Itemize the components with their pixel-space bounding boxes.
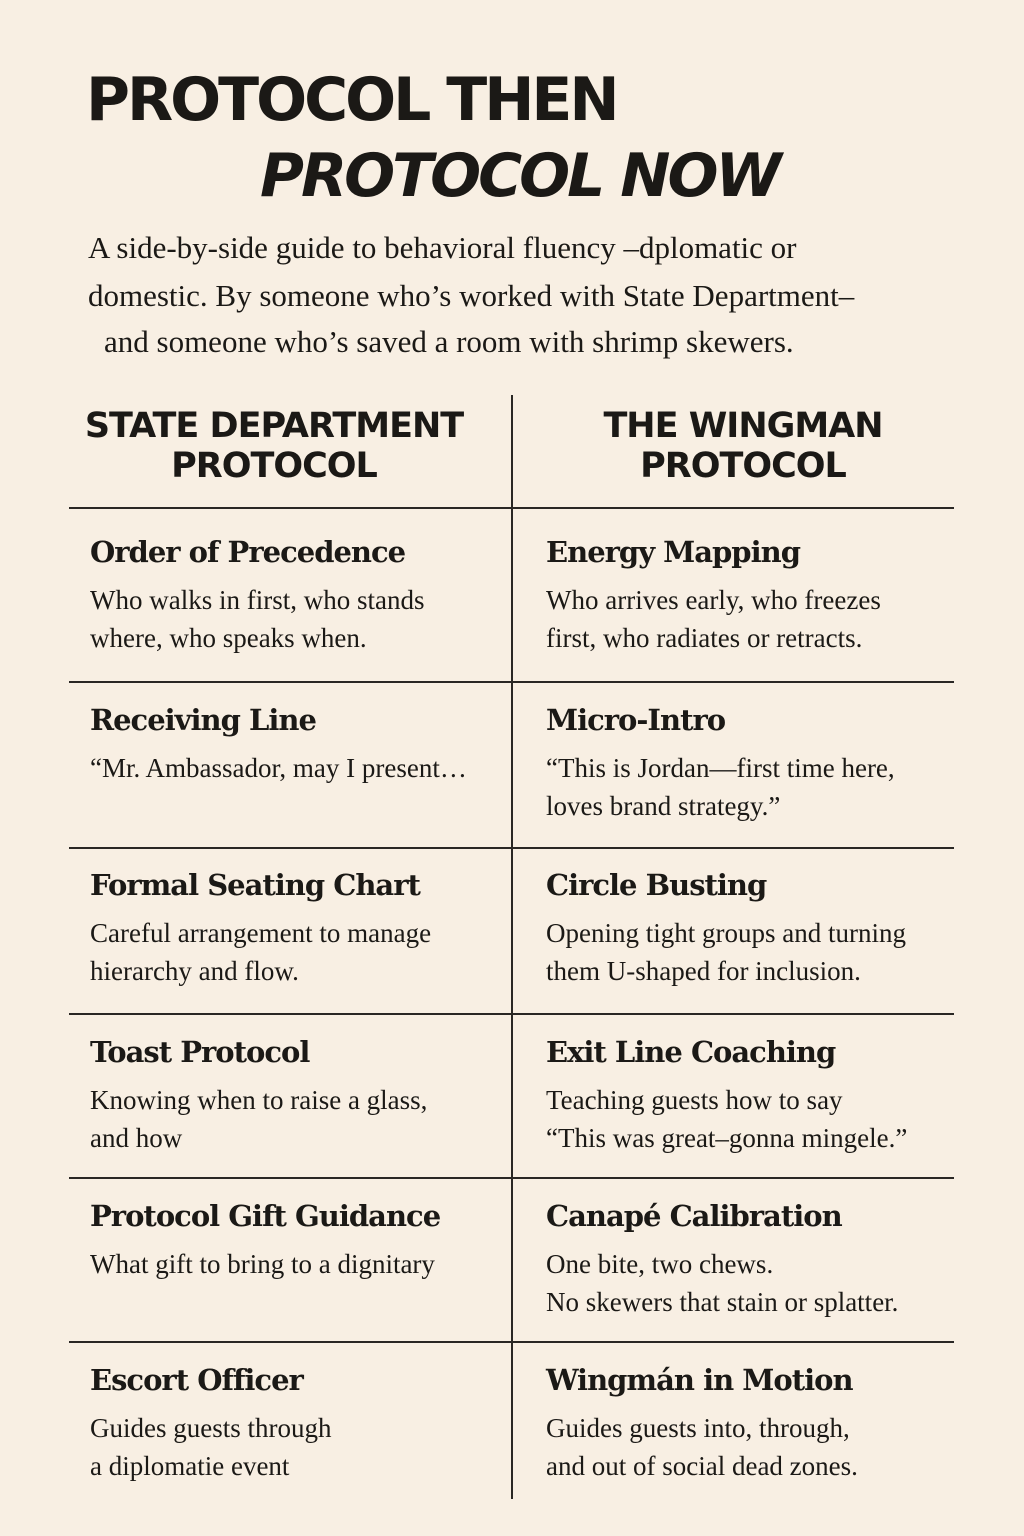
item-description — [546, 581, 956, 657]
desc-line: Guides guests through — [90, 1413, 332, 1443]
state-item-receiving-line — [90, 703, 500, 787]
item-title: Order of Precedence — [90, 535, 406, 569]
item-description — [546, 1409, 956, 1485]
column-header-line: THE WINGMAN — [603, 406, 883, 446]
desc-line: Guides guests into, through, — [546, 1413, 850, 1443]
desc-line: and how — [90, 1123, 183, 1153]
desc-line: Careful arrangement to manage — [90, 918, 432, 948]
item-title: Protocol Gift Guidance — [90, 1199, 441, 1233]
desc-line: them U-shaped for inclusion. — [546, 956, 861, 986]
item-title: Receiving Line — [90, 703, 316, 737]
desc-line: No skewers that stain or splatter. — [546, 1287, 899, 1317]
state-item-protocol-gift-guidance — [90, 1199, 500, 1283]
desc-line: Who arrives early, who freezes — [546, 585, 881, 615]
intro-line-3: and someone who’s saved a room with shrimp skewers. — [104, 324, 794, 359]
item-title: Energy Mapping — [546, 535, 800, 569]
item-description — [546, 1245, 956, 1321]
desc-line: Knowing when to raise a glass, — [90, 1085, 428, 1115]
column-header-line: PROTOCOL — [171, 446, 377, 486]
column-header-line: PROTOCOL — [640, 446, 846, 486]
column-header-wingman — [533, 406, 953, 486]
row-divider — [69, 681, 954, 683]
item-title: Escort Officer — [90, 1363, 303, 1397]
desc-line: What gift to bring to a dignitary — [90, 1249, 435, 1279]
item-description — [90, 581, 500, 657]
intro-line-2: domestic. By someone who’s worked with State Department– — [88, 278, 855, 313]
row-divider — [69, 847, 954, 849]
item-title: Micro-Intro — [546, 703, 726, 737]
state-item-order-of-precedence — [90, 535, 500, 657]
wingman-item-micro-intro — [546, 703, 956, 825]
item-title: Wingmán in Motion — [546, 1363, 853, 1397]
desc-line: One bite, two chews. — [546, 1249, 774, 1279]
desc-line: first, who radiates or retracts. — [546, 623, 863, 653]
row-divider — [69, 507, 954, 509]
item-description — [90, 1245, 500, 1283]
item-title: Exit Line Coaching — [546, 1035, 836, 1069]
state-item-toast-protocol — [90, 1035, 500, 1157]
item-title: Formal Seating Chart — [90, 868, 420, 902]
desc-line: Who walks in first, who stands — [90, 585, 425, 615]
column-header-state-department — [64, 406, 484, 486]
wingman-item-energy-mapping — [546, 535, 956, 657]
intro-line-1: A side-by-side guide to behavioral fluency –dplomatic or — [88, 230, 797, 265]
desc-line: “This is Jordan—first time here, — [546, 753, 895, 783]
wingman-item-circle-busting — [546, 868, 956, 990]
desc-line: Opening tight groups and turning — [546, 918, 906, 948]
item-description — [90, 749, 500, 787]
item-title: Canapé Calibration — [546, 1199, 842, 1233]
desc-line: a diplomatie event — [90, 1451, 290, 1481]
desc-line: Teaching guests how to say — [546, 1085, 843, 1115]
title-line-1: PROTOCOL THEN — [86, 65, 617, 135]
item-title: Toast Protocol — [90, 1035, 310, 1069]
item-title: Circle Busting — [546, 868, 767, 902]
column-header-line: STATE DEPARTMENT — [84, 406, 464, 446]
desc-line: loves brand strategy.” — [546, 791, 781, 821]
item-description — [90, 914, 500, 990]
item-description — [546, 914, 956, 990]
state-item-escort-officer — [90, 1363, 500, 1485]
item-description — [90, 1081, 500, 1157]
column-divider — [511, 395, 513, 1499]
desc-line: hierarchy and flow. — [90, 956, 299, 986]
item-description — [90, 1409, 500, 1485]
wingman-item-canape-calibration — [546, 1199, 956, 1321]
row-divider — [69, 1341, 954, 1343]
wingman-item-wingman-in-motion — [546, 1363, 956, 1485]
title-line-2: PROTOCOL NOW — [260, 141, 779, 211]
desc-line: and out of social dead zones. — [546, 1451, 858, 1481]
item-description — [546, 1081, 956, 1157]
desc-line: “Mr. Ambassador, may I present… — [90, 753, 467, 783]
item-description — [546, 749, 956, 825]
wingman-item-exit-line-coaching — [546, 1035, 956, 1157]
row-divider — [69, 1013, 954, 1015]
desc-line: “This was great–gonna mingele.” — [546, 1123, 908, 1153]
desc-line: where, who speaks when. — [90, 623, 367, 653]
state-item-formal-seating-chart — [90, 868, 500, 990]
row-divider — [69, 1177, 954, 1179]
